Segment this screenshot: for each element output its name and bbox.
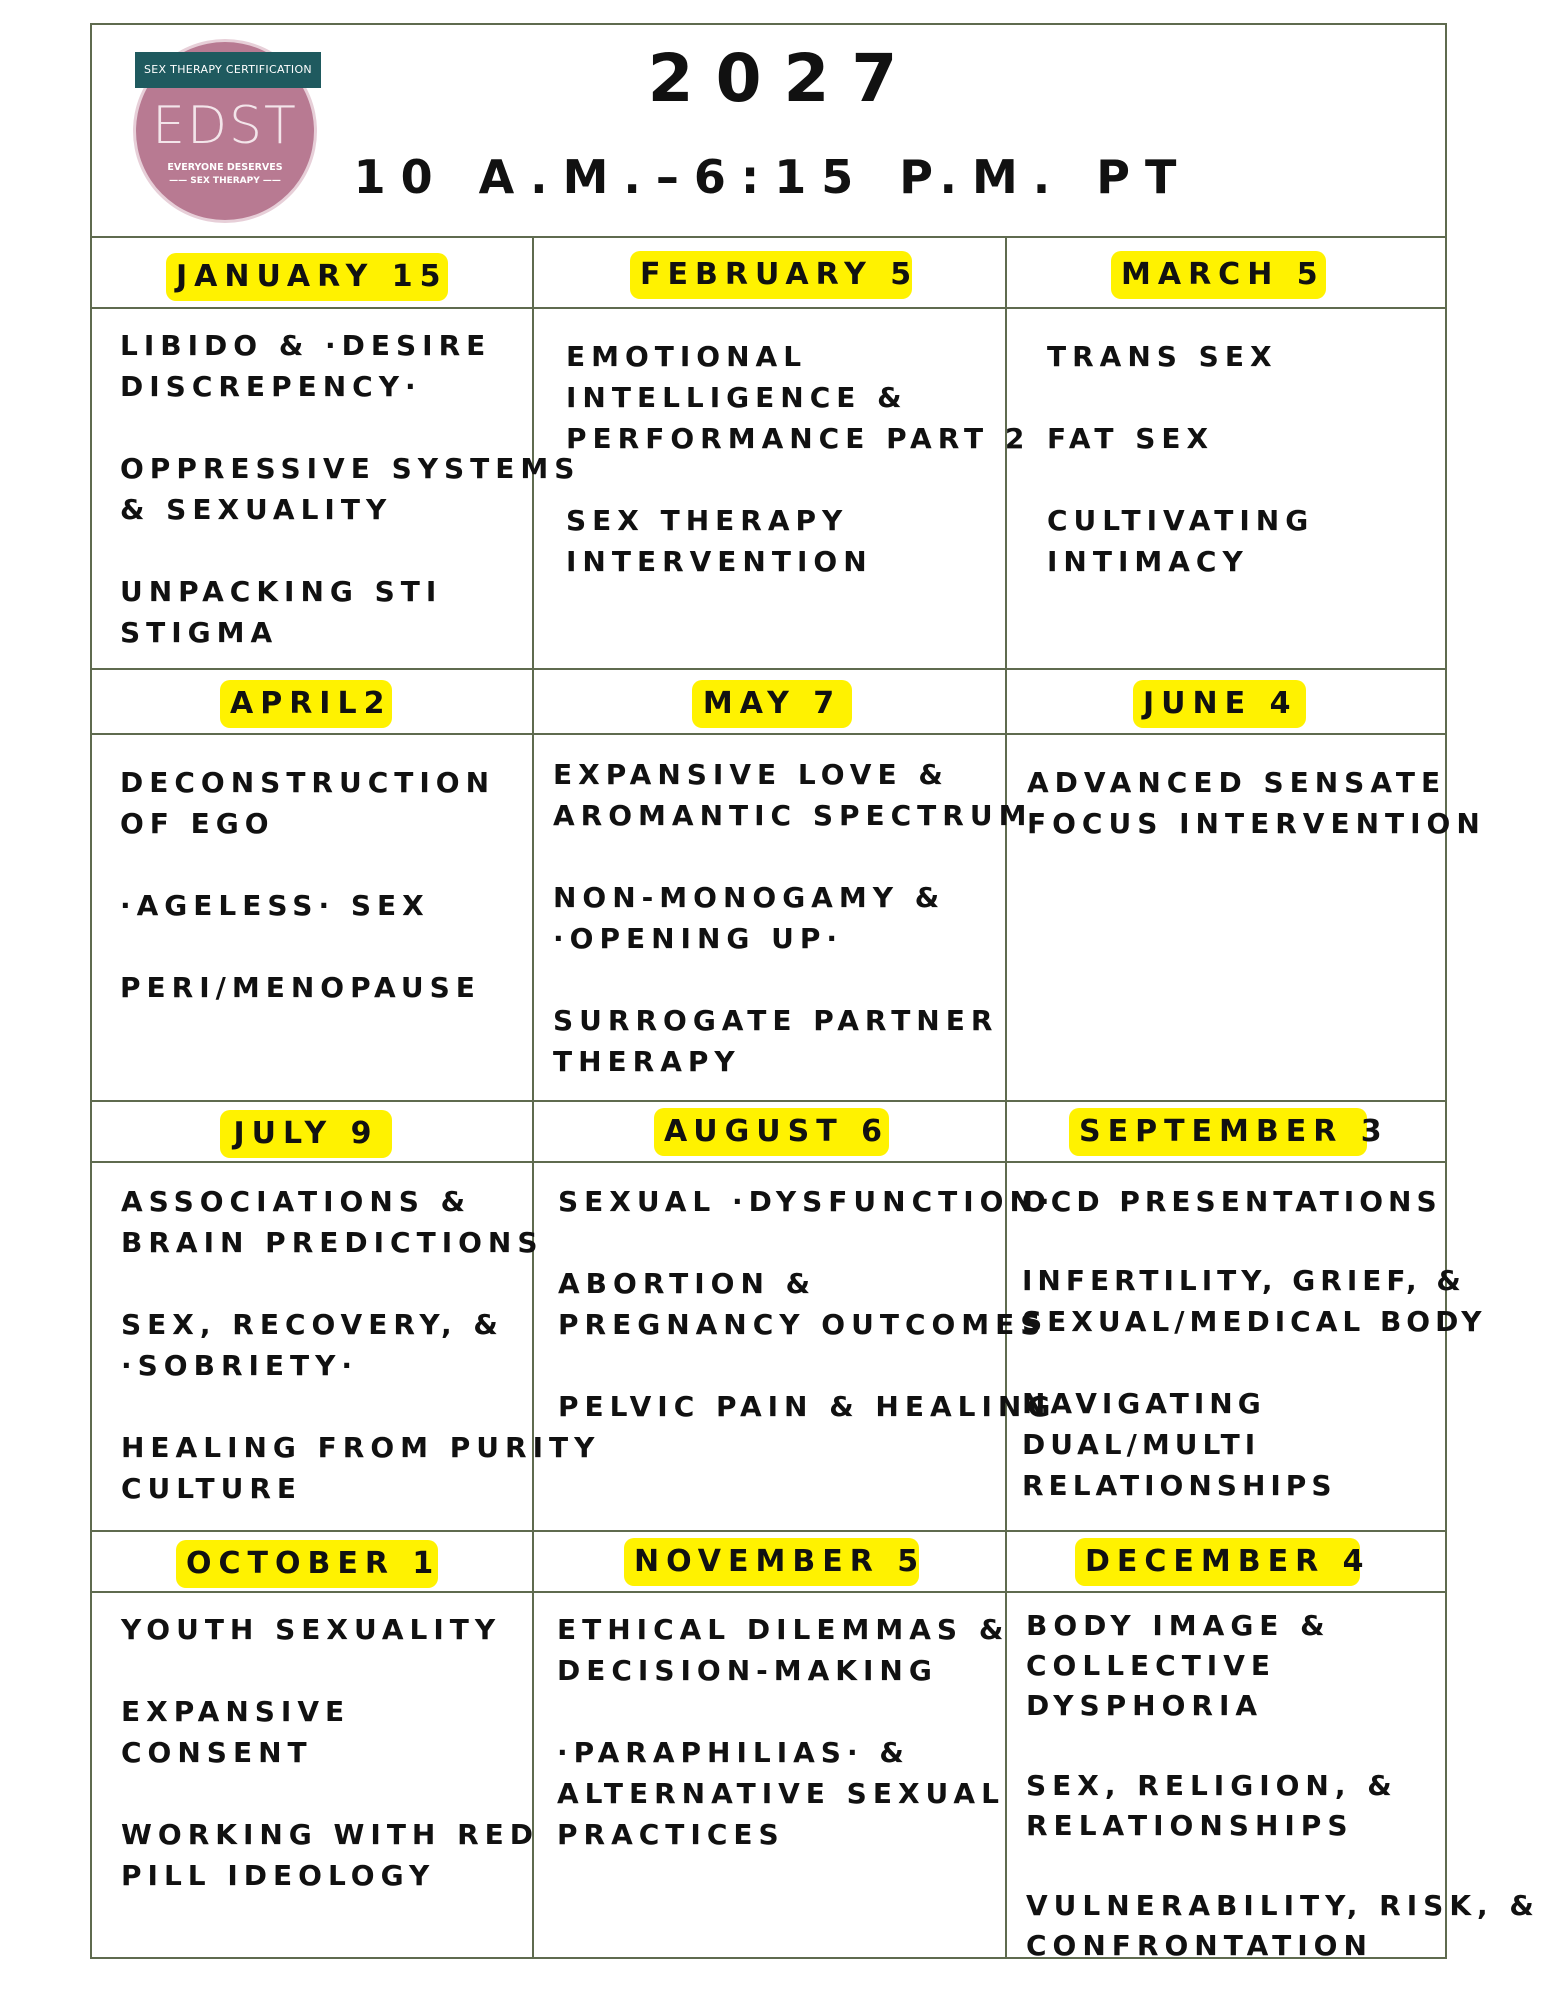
row-divider	[90, 1591, 1447, 1593]
topic-line: DECONSTRUCTION	[120, 766, 496, 799]
topic-line: SEX, RECOVERY, &	[121, 1308, 504, 1341]
topic-line: ABORTION &	[558, 1267, 817, 1300]
topic-line: AROMANTIC SPECTRUM	[553, 799, 1033, 832]
topic-line: NAVIGATING	[1022, 1387, 1266, 1420]
topics-may	[553, 754, 1032, 1082]
topic-line: SEX, RELIGION, &	[1026, 1769, 1398, 1802]
topic-line: FOCUS INTERVENTION	[1027, 807, 1486, 840]
year-title: 2027	[647, 40, 920, 117]
logo-tagline-2: —— SEX THERAPY ——	[169, 176, 281, 186]
topic-gap	[553, 959, 1032, 1000]
topic-gap	[1026, 1726, 1540, 1766]
topic-line: ALTERNATIVE SEXUAL	[557, 1777, 1005, 1810]
topic-gap	[1022, 1342, 1487, 1383]
topic-gap	[557, 1691, 1009, 1732]
month-badge-may: MAY 7	[692, 680, 852, 728]
topic-line: SEX THERAPY	[566, 504, 849, 537]
topic-line: THERAPY	[553, 1045, 741, 1078]
topics-february	[566, 336, 1030, 582]
topic-line: INTELLIGENCE &	[566, 381, 908, 414]
month-badge-september: SEPTEMBER 3	[1069, 1108, 1367, 1156]
topics-july	[121, 1181, 600, 1509]
topic-line: ASSOCIATIONS &	[121, 1185, 472, 1218]
topics-october	[121, 1609, 539, 1896]
header-divider	[90, 236, 1447, 238]
month-badge-april: APRIL2	[220, 680, 392, 728]
row-divider	[90, 1100, 1447, 1102]
row-divider	[90, 668, 1447, 670]
topic-gap	[1022, 1222, 1487, 1260]
topic-gap	[120, 926, 495, 967]
row-divider	[90, 1530, 1447, 1532]
topic-gap	[1026, 1846, 1540, 1886]
topic-line: WORKING WITH RED	[121, 1818, 540, 1851]
month-badge-october: OCTOBER 1	[176, 1540, 438, 1588]
topic-line: COLLECTIVE	[1026, 1649, 1277, 1682]
month-badge-march: MARCH 5	[1111, 251, 1326, 299]
topics-november	[557, 1609, 1009, 1855]
topic-line: DUAL/MULTI	[1022, 1428, 1261, 1461]
topic-gap	[121, 1650, 539, 1691]
topic-line: INTERVENTION	[566, 545, 873, 578]
month-badge-november: NOVEMBER 5	[624, 1538, 919, 1586]
topic-gap	[558, 1345, 1056, 1386]
topic-line: ·AGELESS· SEX	[120, 889, 430, 922]
row-divider	[90, 1161, 1447, 1163]
month-badge-february: FEBRUARY 5	[630, 251, 912, 299]
topic-gap	[553, 836, 1032, 877]
topics-march	[1047, 336, 1314, 582]
topic-line: FAT SEX	[1047, 422, 1215, 455]
row-divider	[90, 733, 1447, 735]
topic-gap	[566, 459, 1030, 500]
topic-line: LIBIDO & ·DESIRE	[120, 329, 492, 362]
topic-line: DYSPHORIA	[1026, 1689, 1264, 1722]
topic-line: PERFORMANCE PART 2	[566, 422, 1031, 455]
topic-gap	[121, 1263, 600, 1304]
topic-line: BRAIN PREDICTIONS	[121, 1226, 544, 1259]
topic-line: CULTURE	[121, 1472, 303, 1505]
topic-line: RELATIONSHIPS	[1022, 1469, 1337, 1502]
topics-april	[120, 762, 495, 1008]
topic-line: CONSENT	[121, 1736, 313, 1769]
topics-december	[1026, 1606, 1540, 1966]
topic-line: ETHICAL DILEMMAS &	[557, 1613, 1010, 1646]
topic-line: INTIMACY	[1047, 545, 1249, 578]
topic-line: YOUTH SEXUALITY	[121, 1613, 502, 1646]
topic-line: ·PARAPHILIAS· &	[557, 1736, 910, 1769]
topic-line: INFERTILITY, GRIEF, &	[1022, 1264, 1466, 1297]
topic-line: OPPRESSIVE SYSTEMS	[120, 452, 581, 485]
session-hours: 10 A.M.–6:15 P.M. PT	[353, 150, 1192, 204]
topic-line: TRANS SEX	[1047, 340, 1278, 373]
topic-line: NON-MONOGAMY &	[553, 881, 946, 914]
month-badge-january: JANUARY 15	[166, 253, 448, 301]
topic-line: EXPANSIVE	[121, 1695, 351, 1728]
topics-august	[558, 1181, 1056, 1427]
topic-line: ·OPENING UP·	[553, 922, 843, 955]
logo-banner: SEX THERAPY CERTIFICATION	[135, 52, 321, 88]
topic-line: ·SOBRIETY·	[121, 1349, 359, 1382]
topic-gap	[558, 1222, 1056, 1263]
topic-line: PRACTICES	[557, 1818, 785, 1851]
topic-line: CULTIVATING	[1047, 504, 1315, 537]
logo-mark: EDST	[152, 96, 298, 156]
topic-line: BODY IMAGE &	[1026, 1609, 1331, 1642]
topics-september	[1022, 1181, 1487, 1506]
edst-logo	[135, 40, 330, 225]
topic-line: EXPANSIVE LOVE &	[553, 758, 949, 791]
topic-line: DECISION-MAKING	[557, 1654, 938, 1687]
topic-line: PERI/MENOPAUSE	[120, 971, 481, 1004]
month-badge-august: AUGUST 6	[654, 1108, 889, 1156]
topic-line: OF EGO	[120, 807, 275, 840]
topic-line: HEALING FROM PURITY	[121, 1431, 601, 1464]
topic-line: STIGMA	[120, 616, 279, 649]
month-badge-june: JUNE 4	[1133, 680, 1306, 728]
topic-line: OCD PRESENTATIONS	[1022, 1185, 1442, 1218]
topic-gap	[120, 407, 580, 448]
topic-line: PREGNANCY OUTCOMES	[558, 1308, 1047, 1341]
topic-line: ADVANCED SENSATE	[1027, 766, 1447, 799]
row-divider	[90, 307, 1447, 309]
topic-line: UNPACKING STI	[120, 575, 443, 608]
topic-gap	[121, 1386, 600, 1427]
topic-gap	[1047, 459, 1314, 500]
topic-line: DISCREPENCY·	[120, 370, 422, 403]
month-badge-december: DECEMBER 4	[1075, 1538, 1360, 1586]
topic-line: RELATIONSHIPS	[1026, 1809, 1354, 1842]
topic-line: EMOTIONAL	[566, 340, 808, 373]
topics-january	[120, 325, 580, 653]
topic-line: PILL IDEOLOGY	[121, 1859, 436, 1892]
topic-line: & SEXUALITY	[120, 493, 393, 526]
topic-gap	[120, 844, 495, 885]
topic-gap	[121, 1773, 539, 1814]
topic-line: SEXUAL ·DYSFUNCTION·	[558, 1185, 1056, 1218]
topic-gap	[1047, 377, 1314, 418]
logo-tagline: EVERYONE DESERVES	[167, 162, 283, 173]
topic-line: PELVIC PAIN & HEALING	[558, 1390, 1057, 1423]
topic-line: VULNERABILITY, RISK, &	[1026, 1889, 1540, 1922]
topic-line: SURROGATE PARTNER	[553, 1004, 999, 1037]
topic-line: SEXUAL/MEDICAL BODY	[1022, 1305, 1487, 1338]
month-badge-july: JULY 9	[220, 1110, 392, 1158]
topic-gap	[120, 530, 580, 571]
topic-line: CONFRONTATION	[1026, 1929, 1373, 1962]
topics-june	[1027, 762, 1486, 844]
